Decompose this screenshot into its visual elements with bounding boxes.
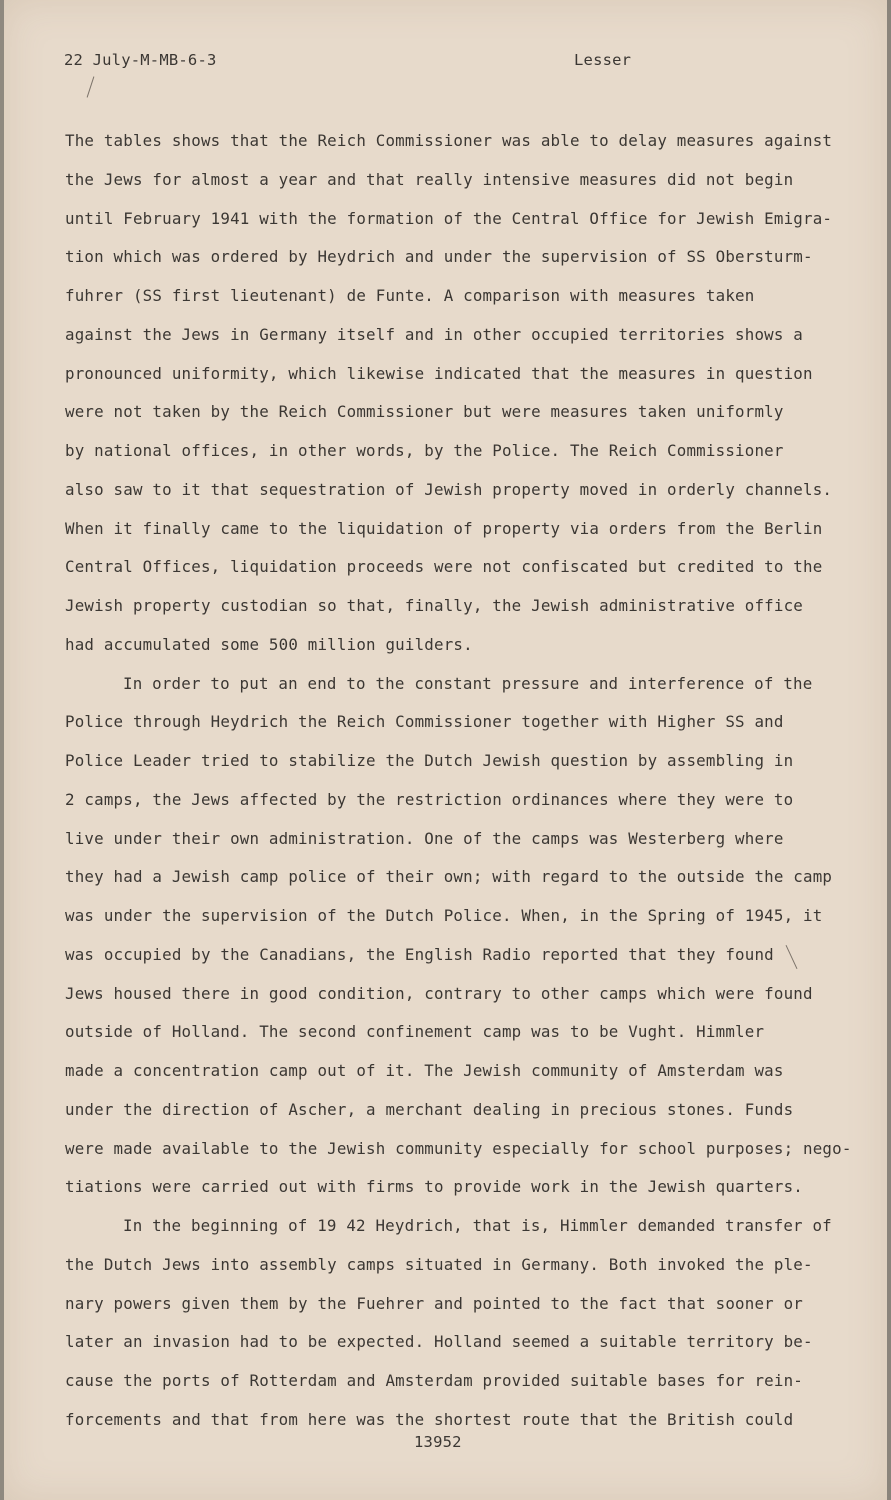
text-line: by national offices, in other words, by the Police. The Reich Commissioner <box>65 441 784 460</box>
paragraph <box>65 1213 835 1446</box>
text-line: had accumulated some 500 million guilders. <box>65 634 473 654</box>
text-line: cause the ports of Rotterdam and Amsterdam provided suitable bases for rein- <box>65 1371 803 1390</box>
text-line: pronounced uniformity, which likewise indicated that the measures in question <box>65 363 813 383</box>
text-line: until February 1941 with the formation of the Central Office for Jewish Emigra- <box>65 208 833 228</box>
text-line: tiations were carried out with firms to provide work in the Jewish quarters. <box>65 1177 803 1197</box>
paragraph <box>65 128 835 671</box>
text-line: the Jews for almost a year and that really intensive measures did not begin <box>65 169 794 189</box>
text-line: made a concentration camp out of it. The Jewish community of Amsterdam was <box>65 1061 784 1080</box>
text-line: 2 camps, the Jews affected by the restriction ordinances where they were to <box>65 789 794 809</box>
text-line: forcements and that from here was the shortest route that the British could <box>65 1409 794 1429</box>
text-line: were not taken by the Reich Commissioner but were measures taken uniformly <box>65 402 784 422</box>
text-line: was occupied by the Canadians, the English Radio reported that they found <box>65 944 774 964</box>
text-line: they had a Jewish camp police of their own; with regard to the outside the camp <box>65 867 833 887</box>
text-line: fuhrer (SS first lieutenant) de Funte. A comparison with measures taken <box>65 286 755 305</box>
body-text <box>65 128 852 1446</box>
scan-right-edge <box>887 0 891 1500</box>
text-line: against the Jews in Germany itself and in other occupied territories shows a <box>65 324 803 344</box>
text-line: In order to put an end to the constant pressure and interference of the <box>123 673 813 693</box>
page-number: 13952 <box>414 1433 462 1451</box>
text-line: tion which was ordered by Heydrich and under the supervision of SS Obersturm- <box>65 247 813 267</box>
text-line: was under the supervision of the Dutch Police. When, in the Spring of 1945, it <box>65 906 823 925</box>
text-line: Police Leader tried to stabilize the Dutch Jewish question by assembling in <box>65 751 794 770</box>
text-line: live under their own administration. One of the camps was Westerberg where <box>65 828 784 848</box>
text-line: When it finally came to the liquidation of property via orders from the Berlin <box>65 518 823 538</box>
text-line: Jewish property custodian so that, finally, the Jewish administrative office <box>65 596 803 615</box>
text-line: were made available to the Jewish community especially for school purposes; nego- <box>65 1138 852 1158</box>
witness-name: Lesser <box>574 51 632 69</box>
paragraph <box>65 671 852 1214</box>
text-line: Police through Heydrich the Reich Commissioner together with Higher SS and <box>65 712 784 732</box>
text-line: Jews housed there in good condition, contrary to other camps which were found <box>65 983 813 1003</box>
text-line: In the beginning of 19 42 Heydrich, that is, Himmler demanded transfer of <box>123 1216 832 1235</box>
text-line: the Dutch Jews into assembly camps situated in Germany. Both invoked the ple- <box>65 1254 813 1274</box>
document-page <box>4 0 887 1500</box>
text-line: under the direction of Ascher, a merchant dealing in precious stones. Funds <box>65 1099 794 1119</box>
pen-stroke-mark <box>87 76 95 97</box>
text-line: later an invasion had to be expected. Holland seemed a suitable territory be- <box>65 1332 813 1352</box>
text-line: The tables shows that the Reich Commissioner was able to delay measures against <box>65 131 833 150</box>
document-reference: 22 July-M-MB-6-3 <box>64 51 217 69</box>
text-line: nary powers given them by the Fuehrer and pointed to the fact that sooner or <box>65 1293 803 1313</box>
text-line: outside of Holland. The second confinement camp was to be Vught. Himmler <box>65 1022 765 1042</box>
text-line: Central Offices, liquidation proceeds were not confiscated but credited to the <box>65 557 823 577</box>
text-line: also saw to it that sequestration of Jewish property moved in orderly channels. <box>65 479 833 499</box>
